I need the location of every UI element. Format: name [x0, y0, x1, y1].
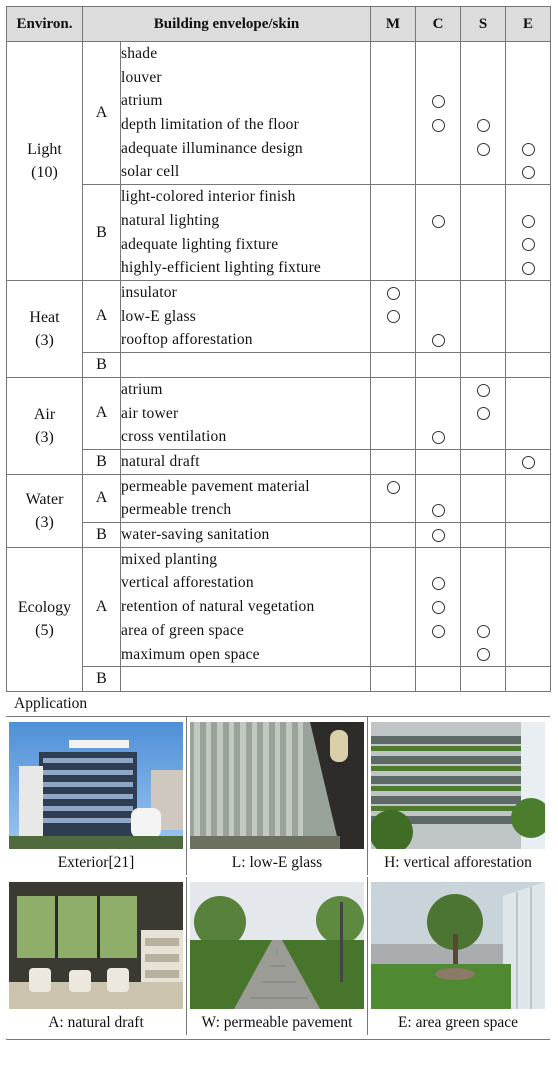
circle-mark-icon: [387, 287, 400, 300]
mark-slot: [416, 595, 460, 619]
mark-cell-m: [371, 280, 416, 352]
circle-mark-icon: [522, 456, 535, 469]
mark-slot: [506, 498, 550, 522]
table-row: [7, 377, 551, 449]
mark-slot: [461, 450, 505, 474]
item-text: atrium: [121, 380, 163, 398]
mark-slot: [461, 185, 505, 209]
mark-slot: [461, 160, 505, 184]
photo-cell-natural-draft: [6, 877, 187, 1035]
circle-mark-icon: [477, 143, 490, 156]
mark-slot: [506, 402, 550, 426]
items-cell: [121, 42, 371, 185]
interior-reading-room-photo: [9, 882, 183, 1009]
mark-slot: [506, 209, 550, 233]
table-row: [7, 450, 551, 475]
circle-mark-icon: [432, 529, 445, 542]
mark-slot: [506, 523, 550, 547]
table-row: [7, 667, 551, 692]
glass-wall-photo: [190, 722, 364, 849]
mark-slot: [461, 425, 505, 449]
circle-mark-icon: [387, 310, 400, 323]
mark-slot: [461, 281, 505, 305]
mark-slot: [461, 256, 505, 280]
mark-cell-s: [461, 352, 506, 377]
item-text: insulator: [121, 283, 178, 301]
mark-slot: [371, 137, 415, 161]
environ-cell: [7, 42, 83, 281]
environ-name: Water: [25, 490, 64, 508]
mark-cell-e: [506, 450, 551, 475]
mark-slot: [371, 643, 415, 667]
envelope-table: [6, 6, 551, 692]
mark-slot: [506, 595, 550, 619]
mark-slot: [416, 305, 460, 329]
mark-slot: [461, 619, 505, 643]
mark-slot: [461, 89, 505, 113]
header-e: E: [506, 7, 551, 42]
mark-slot: [506, 66, 550, 90]
mark-cell-s: [461, 280, 506, 352]
environ-cell: [7, 547, 83, 691]
item-text: natural lighting: [121, 211, 220, 229]
mark-cell-e: [506, 42, 551, 185]
circle-mark-icon: [432, 119, 445, 132]
mark-slot: [416, 185, 460, 209]
mark-slot: [371, 378, 415, 402]
mark-slot: [461, 328, 505, 352]
mark-cell-m: [371, 547, 416, 666]
circle-mark-icon: [477, 384, 490, 397]
mark-slot: [506, 113, 550, 137]
environ-cell: [7, 280, 83, 377]
mark-slot: [416, 523, 460, 547]
mark-slot: [461, 209, 505, 233]
item-text: highly-efficient lighting fixture: [121, 259, 322, 277]
item-text: light-colored interior finish: [121, 188, 296, 206]
category-label: A: [83, 280, 121, 352]
mark-slot: [371, 498, 415, 522]
mark-slot: [371, 305, 415, 329]
mark-slot: [416, 113, 460, 137]
category-label: B: [83, 352, 121, 377]
mark-cell-e: [506, 474, 551, 522]
mark-slot: [461, 595, 505, 619]
mark-slot: [416, 643, 460, 667]
table-row: [7, 42, 551, 185]
category-label: A: [83, 547, 121, 666]
item-text: air tower: [121, 404, 179, 422]
application-heading: Application: [6, 692, 550, 717]
environ-count: (10): [31, 163, 58, 181]
environ-cell: [7, 377, 83, 474]
building-exterior-photo: [9, 722, 183, 849]
mark-slot: [461, 498, 505, 522]
mark-slot: [371, 185, 415, 209]
photo-cell-exterior: [6, 717, 187, 875]
mark-slot: [506, 619, 550, 643]
mark-slot: [506, 425, 550, 449]
mark-slot: [506, 305, 550, 329]
mark-slot: [371, 425, 415, 449]
mark-cell-s: [461, 523, 506, 548]
mark-slot: [506, 89, 550, 113]
mark-slot: [371, 402, 415, 426]
header-building-envelope: Building envelope/skin: [83, 7, 371, 42]
items-cell: [121, 547, 371, 666]
mark-slot: [506, 160, 550, 184]
mark-slot: [506, 378, 550, 402]
mark-slot: [461, 66, 505, 90]
mark-cell-m: [371, 523, 416, 548]
mark-slot: [416, 498, 460, 522]
circle-mark-icon: [477, 119, 490, 132]
item-text: maximum open space: [121, 645, 260, 663]
environ-name: Ecology: [17, 599, 72, 617]
circle-mark-icon: [432, 625, 445, 638]
mark-cell-s: [461, 377, 506, 449]
mark-slot: [416, 281, 460, 305]
mark-slot: [416, 619, 460, 643]
circle-mark-icon: [522, 143, 535, 156]
mark-slot: [416, 425, 460, 449]
mark-slot: [461, 378, 505, 402]
mark-cell-c: [416, 377, 461, 449]
photo-caption: Exterior[21]: [57, 854, 135, 872]
mark-slot: [416, 89, 460, 113]
items-cell: [121, 667, 371, 692]
mark-cell-m: [371, 474, 416, 522]
mark-cell-e: [506, 377, 551, 449]
circle-mark-icon: [432, 431, 445, 444]
mark-cell-e: [506, 523, 551, 548]
item-text: permeable pavement material: [121, 477, 310, 495]
rooftop-garden-photo: [371, 882, 545, 1009]
mark-slot: [506, 256, 550, 280]
mark-slot: [416, 571, 460, 595]
circle-mark-icon: [432, 601, 445, 614]
mark-cell-c: [416, 474, 461, 522]
mark-slot: [371, 619, 415, 643]
mark-slot: [371, 595, 415, 619]
mark-cell-s: [461, 42, 506, 185]
photo-caption: H: vertical afforestation: [384, 854, 532, 872]
item-text: low-E glass: [121, 307, 196, 325]
circle-mark-icon: [477, 625, 490, 638]
photo-caption: A: natural draft: [48, 1014, 144, 1032]
mark-slot: [506, 475, 550, 499]
photo-caption: W: permeable pavement: [201, 1014, 353, 1032]
mark-slot: [371, 113, 415, 137]
mark-slot: [416, 42, 460, 66]
mark-cell-e: [506, 547, 551, 666]
items-cell: [121, 185, 371, 281]
photo-caption: L: low-E glass: [231, 854, 323, 872]
mark-slot: [371, 328, 415, 352]
mark-slot: [371, 66, 415, 90]
mark-slot: [416, 378, 460, 402]
mark-slot: [461, 113, 505, 137]
environ-count: (3): [35, 331, 54, 349]
category-label: A: [83, 474, 121, 522]
items-cell: [121, 474, 371, 522]
item-text: cross ventilation: [121, 428, 227, 446]
mark-slot: [461, 305, 505, 329]
environ-count: (3): [35, 428, 54, 446]
mark-cell-c: [416, 450, 461, 475]
circle-mark-icon: [477, 648, 490, 661]
mark-slot: [506, 42, 550, 66]
mark-slot: [371, 475, 415, 499]
circle-mark-icon: [432, 215, 445, 228]
item-text: rooftop afforestation: [121, 331, 253, 349]
mark-cell-c: [416, 667, 461, 692]
item-text: shade: [121, 45, 158, 62]
item-text: louver: [121, 68, 162, 86]
photo-cell-permeable-pavement: [187, 877, 368, 1035]
mark-slot: [371, 209, 415, 233]
item-text: mixed planting: [121, 550, 218, 568]
mark-slot: [416, 66, 460, 90]
mark-slot: [371, 42, 415, 66]
item-text: depth limitation of the floor: [121, 116, 299, 134]
mark-cell-e: [506, 280, 551, 352]
mark-slot: [416, 402, 460, 426]
mark-slot: [371, 523, 415, 547]
mark-cell-e: [506, 352, 551, 377]
mark-slot: [461, 643, 505, 667]
items-cell: [121, 377, 371, 449]
mark-slot: [461, 137, 505, 161]
category-label: B: [83, 185, 121, 281]
mark-slot: [506, 450, 550, 474]
table-row: [7, 280, 551, 352]
mark-cell-c: [416, 547, 461, 666]
mark-slot: [506, 328, 550, 352]
circle-mark-icon: [522, 166, 535, 179]
circle-mark-icon: [432, 95, 445, 108]
mark-slot: [416, 475, 460, 499]
category-label: B: [83, 667, 121, 692]
environ-cell: [7, 474, 83, 547]
environ-count: (5): [35, 622, 54, 640]
header-m: M: [371, 7, 416, 42]
mark-slot: [461, 475, 505, 499]
mark-slot: [371, 256, 415, 280]
item-text: vertical afforestation: [121, 574, 254, 592]
mark-slot: [371, 160, 415, 184]
circle-mark-icon: [522, 215, 535, 228]
mark-slot: [371, 233, 415, 257]
mark-cell-m: [371, 185, 416, 281]
circle-mark-icon: [522, 238, 535, 251]
mark-slot: [461, 571, 505, 595]
table-header-row: [7, 7, 551, 42]
table-row: [7, 352, 551, 377]
mark-cell-m: [371, 352, 416, 377]
mark-slot: [371, 281, 415, 305]
mark-cell-e: [506, 185, 551, 281]
mark-slot: [506, 281, 550, 305]
photo-cell-green-space: [368, 877, 548, 1035]
item-text: permeable trench: [121, 501, 232, 519]
circle-mark-icon: [387, 481, 400, 494]
item-text: area of green space: [121, 621, 244, 639]
mark-cell-m: [371, 42, 416, 185]
mark-slot: [416, 137, 460, 161]
table-row: [7, 474, 551, 522]
mark-slot: [371, 89, 415, 113]
photo-cell-low-e-glass: [187, 717, 368, 875]
mark-cell-c: [416, 352, 461, 377]
mark-slot: [461, 233, 505, 257]
mark-cell-c: [416, 280, 461, 352]
items-cell: [121, 352, 371, 377]
mark-cell-e: [506, 667, 551, 692]
mark-slot: [506, 185, 550, 209]
circle-mark-icon: [477, 407, 490, 420]
item-text: water-saving sanitation: [121, 526, 270, 544]
mark-cell-m: [371, 450, 416, 475]
mark-slot: [506, 233, 550, 257]
mark-cell-s: [461, 474, 506, 522]
document: [6, 6, 550, 1040]
mark-slot: [416, 233, 460, 257]
mark-slot: [506, 548, 550, 572]
table-row: [7, 547, 551, 666]
circle-mark-icon: [432, 504, 445, 517]
item-text: adequate illuminance design: [121, 139, 303, 157]
vertical-green-facade-photo: [371, 722, 545, 849]
header-c: C: [416, 7, 461, 42]
mark-cell-c: [416, 185, 461, 281]
environ-name: Heat: [29, 308, 60, 326]
header-s: S: [461, 7, 506, 42]
item-text: solar cell: [121, 163, 180, 181]
mark-cell-c: [416, 42, 461, 185]
item-text: retention of natural vegetation: [121, 598, 315, 616]
mark-cell-s: [461, 185, 506, 281]
table-row: [7, 523, 551, 548]
mark-slot: [506, 571, 550, 595]
items-cell: [121, 450, 371, 475]
mark-slot: [416, 209, 460, 233]
environ-name: Light: [27, 140, 62, 158]
mark-slot: [506, 137, 550, 161]
circle-mark-icon: [432, 577, 445, 590]
category-label: B: [83, 450, 121, 475]
mark-slot: [461, 523, 505, 547]
item-text: adequate lighting fixture: [121, 235, 279, 253]
mark-slot: [461, 42, 505, 66]
mark-slot: [416, 256, 460, 280]
environ-count: (3): [35, 513, 54, 531]
mark-slot: [371, 450, 415, 474]
category-label: A: [83, 377, 121, 449]
category-label: A: [83, 42, 121, 185]
mark-cell-s: [461, 450, 506, 475]
mark-slot: [371, 548, 415, 572]
mark-slot: [416, 548, 460, 572]
item-text: atrium: [121, 92, 163, 110]
mark-cell-s: [461, 667, 506, 692]
mark-slot: [416, 160, 460, 184]
table-row: [7, 185, 551, 281]
mark-cell-m: [371, 667, 416, 692]
photo-caption: E: area green space: [397, 1014, 519, 1032]
photo-cell-vertical-afforestation: [368, 717, 548, 875]
mark-slot: [371, 571, 415, 595]
mark-slot: [461, 402, 505, 426]
mark-slot: [416, 328, 460, 352]
items-cell: [121, 280, 371, 352]
header-environ: Environ.: [7, 7, 83, 42]
mark-slot: [506, 643, 550, 667]
mark-cell-m: [371, 377, 416, 449]
mark-cell-s: [461, 547, 506, 666]
category-label: B: [83, 523, 121, 548]
garden-path-photo: [190, 882, 364, 1009]
circle-mark-icon: [522, 262, 535, 275]
application-gallery: [6, 717, 550, 1040]
item-text: natural draft: [121, 453, 200, 470]
environ-name: Air: [33, 405, 56, 423]
circle-mark-icon: [432, 334, 445, 347]
mark-slot: [416, 450, 460, 474]
mark-slot: [461, 548, 505, 572]
items-cell: [121, 523, 371, 548]
mark-cell-c: [416, 523, 461, 548]
